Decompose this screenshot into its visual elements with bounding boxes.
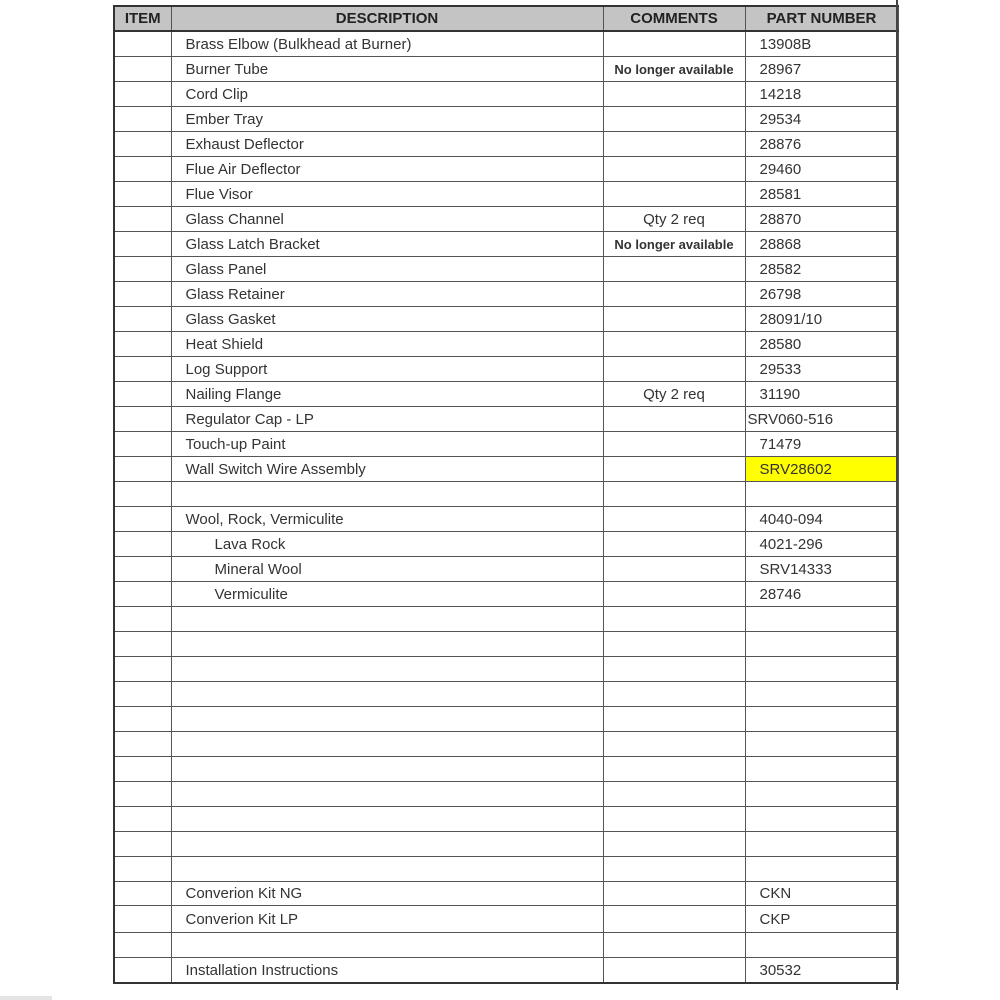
part-number-cell	[745, 807, 898, 832]
description-cell: Heat Shield	[171, 332, 603, 357]
description-cell: Glass Retainer	[171, 282, 603, 307]
comments-cell	[603, 507, 745, 532]
item-cell	[114, 557, 171, 582]
comments-cell	[603, 607, 745, 632]
item-cell	[114, 132, 171, 157]
part-number-cell: 29533	[745, 357, 898, 382]
table-row	[114, 182, 898, 207]
item-cell	[114, 157, 171, 182]
table-row	[114, 382, 898, 407]
table-row	[114, 632, 898, 657]
comments-cell	[603, 257, 745, 282]
table-row	[114, 832, 898, 857]
comments-cell	[603, 107, 745, 132]
description-cell: Vermiculite	[171, 582, 603, 607]
comments-cell: Qty 2 req	[603, 382, 745, 407]
table-row	[114, 132, 898, 157]
item-cell	[114, 407, 171, 432]
description-cell: Brass Elbow (Bulkhead at Burner)	[171, 31, 603, 57]
part-number-cell: CKP	[745, 906, 898, 933]
comments-cell	[603, 282, 745, 307]
table-row	[114, 906, 898, 933]
table-row	[114, 82, 898, 107]
description-cell	[171, 607, 603, 632]
description-cell	[171, 857, 603, 882]
comments-cell: No longer available	[603, 232, 745, 257]
table-row	[114, 582, 898, 607]
table-row	[114, 207, 898, 232]
part-number-cell: 30532	[745, 958, 898, 984]
item-cell	[114, 757, 171, 782]
comments-cell	[603, 882, 745, 906]
part-number-cell: 31190	[745, 382, 898, 407]
item-cell	[114, 457, 171, 482]
description-cell: Cord Clip	[171, 82, 603, 107]
comments-cell	[603, 906, 745, 933]
part-number-cell: SRV28602	[745, 457, 898, 482]
description-cell	[171, 807, 603, 832]
description-cell	[171, 782, 603, 807]
comments-cell	[603, 31, 745, 57]
item-cell	[114, 632, 171, 657]
table-row	[114, 57, 898, 82]
comments-cell	[603, 782, 745, 807]
item-cell	[114, 782, 171, 807]
table-row	[114, 107, 898, 132]
part-number-cell: 29534	[745, 107, 898, 132]
part-number-cell: 28581	[745, 182, 898, 207]
comments-cell	[603, 132, 745, 157]
description-cell: Glass Gasket	[171, 307, 603, 332]
item-cell	[114, 282, 171, 307]
table-row	[114, 282, 898, 307]
item-cell	[114, 332, 171, 357]
table-row	[114, 357, 898, 382]
description-cell: Flue Air Deflector	[171, 157, 603, 182]
description-cell: Regulator Cap - LP	[171, 407, 603, 432]
item-cell	[114, 182, 171, 207]
description-cell: Glass Channel	[171, 207, 603, 232]
comments-cell	[603, 407, 745, 432]
table-row	[114, 707, 898, 732]
part-number-cell: 4040-094	[745, 507, 898, 532]
table-body	[114, 31, 898, 983]
item-cell	[114, 832, 171, 857]
table-row	[114, 857, 898, 882]
comments-cell	[603, 357, 745, 382]
comments-cell	[603, 307, 745, 332]
item-cell	[114, 432, 171, 457]
description-cell: Lava Rock	[171, 532, 603, 557]
table-header-row	[114, 6, 898, 31]
table-row	[114, 732, 898, 757]
comments-cell	[603, 532, 745, 557]
item-cell	[114, 582, 171, 607]
table-row	[114, 482, 898, 507]
header-comments: COMMENTS	[603, 6, 745, 31]
item-cell	[114, 207, 171, 232]
part-number-cell	[745, 857, 898, 882]
part-number-cell	[745, 482, 898, 507]
comments-cell	[603, 832, 745, 857]
part-number-cell	[745, 707, 898, 732]
table-row	[114, 432, 898, 457]
header-description: DESCRIPTION	[171, 6, 603, 31]
part-number-cell: 71479	[745, 432, 898, 457]
item-cell	[114, 958, 171, 984]
table-row	[114, 607, 898, 632]
part-number-cell: 13908B	[745, 31, 898, 57]
header-item: ITEM	[114, 6, 171, 31]
table-row	[114, 307, 898, 332]
comments-cell	[603, 432, 745, 457]
description-cell	[171, 732, 603, 757]
description-cell: Glass Latch Bracket	[171, 232, 603, 257]
item-cell	[114, 257, 171, 282]
part-number-cell	[745, 782, 898, 807]
item-cell	[114, 232, 171, 257]
comments-cell	[603, 182, 745, 207]
comments-cell	[603, 857, 745, 882]
table-row	[114, 882, 898, 906]
table-row	[114, 232, 898, 257]
item-cell	[114, 807, 171, 832]
description-cell	[171, 707, 603, 732]
part-number-cell: 28870	[745, 207, 898, 232]
comments-cell	[603, 657, 745, 682]
item-cell	[114, 82, 171, 107]
parts-table	[113, 5, 899, 984]
table-row	[114, 557, 898, 582]
description-cell: Burner Tube	[171, 57, 603, 82]
part-number-cell	[745, 657, 898, 682]
table-row	[114, 782, 898, 807]
description-cell: Nailing Flange	[171, 382, 603, 407]
comments-cell	[603, 632, 745, 657]
part-number-cell: 28582	[745, 257, 898, 282]
table-row	[114, 157, 898, 182]
item-cell	[114, 482, 171, 507]
comments-cell	[603, 482, 745, 507]
part-number-cell: 28580	[745, 332, 898, 357]
description-cell: Ember Tray	[171, 107, 603, 132]
comments-cell	[603, 732, 745, 757]
item-cell	[114, 933, 171, 958]
comments-cell	[603, 757, 745, 782]
comments-cell	[603, 682, 745, 707]
table-row	[114, 682, 898, 707]
part-number-cell: 28876	[745, 132, 898, 157]
item-cell	[114, 682, 171, 707]
comments-cell	[603, 933, 745, 958]
table-row	[114, 757, 898, 782]
comments-cell	[603, 557, 745, 582]
description-cell	[171, 482, 603, 507]
description-cell: Converion Kit NG	[171, 882, 603, 906]
description-cell	[171, 757, 603, 782]
comments-cell	[603, 332, 745, 357]
comments-cell	[603, 807, 745, 832]
description-cell: Glass Panel	[171, 257, 603, 282]
description-cell	[171, 632, 603, 657]
description-cell	[171, 682, 603, 707]
description-cell	[171, 933, 603, 958]
item-cell	[114, 31, 171, 57]
description-cell	[171, 657, 603, 682]
table-row	[114, 257, 898, 282]
header-part-number: PART NUMBER	[745, 6, 898, 31]
item-cell	[114, 57, 171, 82]
table-row	[114, 31, 898, 57]
item-cell	[114, 532, 171, 557]
part-number-cell: SRV14333	[745, 557, 898, 582]
part-number-cell	[745, 682, 898, 707]
description-cell: Flue Visor	[171, 182, 603, 207]
item-cell	[114, 107, 171, 132]
description-cell: Converion Kit LP	[171, 906, 603, 933]
part-number-cell	[745, 732, 898, 757]
comments-cell	[603, 157, 745, 182]
item-cell	[114, 607, 171, 632]
comments-cell	[603, 707, 745, 732]
comments-cell	[603, 82, 745, 107]
description-cell: Wool, Rock, Vermiculite	[171, 507, 603, 532]
part-number-cell: 26798	[745, 282, 898, 307]
part-number-cell: 4021-296	[745, 532, 898, 557]
part-number-cell: 14218	[745, 82, 898, 107]
table-row	[114, 958, 898, 984]
part-number-cell: 28868	[745, 232, 898, 257]
comments-cell: Qty 2 req	[603, 207, 745, 232]
description-cell	[171, 832, 603, 857]
part-number-cell	[745, 933, 898, 958]
part-number-cell	[745, 757, 898, 782]
part-number-cell: 28746	[745, 582, 898, 607]
comments-cell: No longer available	[603, 57, 745, 82]
table-row	[114, 507, 898, 532]
item-cell	[114, 507, 171, 532]
part-number-cell	[745, 607, 898, 632]
item-cell	[114, 382, 171, 407]
table-row	[114, 532, 898, 557]
item-cell	[114, 906, 171, 933]
page-corner	[0, 996, 52, 1000]
table-row	[114, 933, 898, 958]
table-row	[114, 807, 898, 832]
table-row	[114, 332, 898, 357]
comments-cell	[603, 582, 745, 607]
description-cell: Touch-up Paint	[171, 432, 603, 457]
description-cell: Mineral Wool	[171, 557, 603, 582]
item-cell	[114, 732, 171, 757]
item-cell	[114, 707, 171, 732]
table-row	[114, 657, 898, 682]
item-cell	[114, 657, 171, 682]
table-row	[114, 457, 898, 482]
description-cell: Exhaust Deflector	[171, 132, 603, 157]
item-cell	[114, 357, 171, 382]
part-number-cell: CKN	[745, 882, 898, 906]
comments-cell	[603, 958, 745, 984]
part-number-cell: 28091/10	[745, 307, 898, 332]
part-number-cell	[745, 832, 898, 857]
description-cell: Wall Switch Wire Assembly	[171, 457, 603, 482]
part-number-cell: 28967	[745, 57, 898, 82]
description-cell: Log Support	[171, 357, 603, 382]
item-cell	[114, 857, 171, 882]
table-row	[114, 407, 898, 432]
table-right-border	[896, 0, 898, 990]
description-cell: Installation Instructions	[171, 958, 603, 984]
item-cell	[114, 882, 171, 906]
part-number-cell: SRV060-516	[745, 407, 898, 432]
item-cell	[114, 307, 171, 332]
part-number-cell: 29460	[745, 157, 898, 182]
comments-cell	[603, 457, 745, 482]
part-number-cell	[745, 632, 898, 657]
